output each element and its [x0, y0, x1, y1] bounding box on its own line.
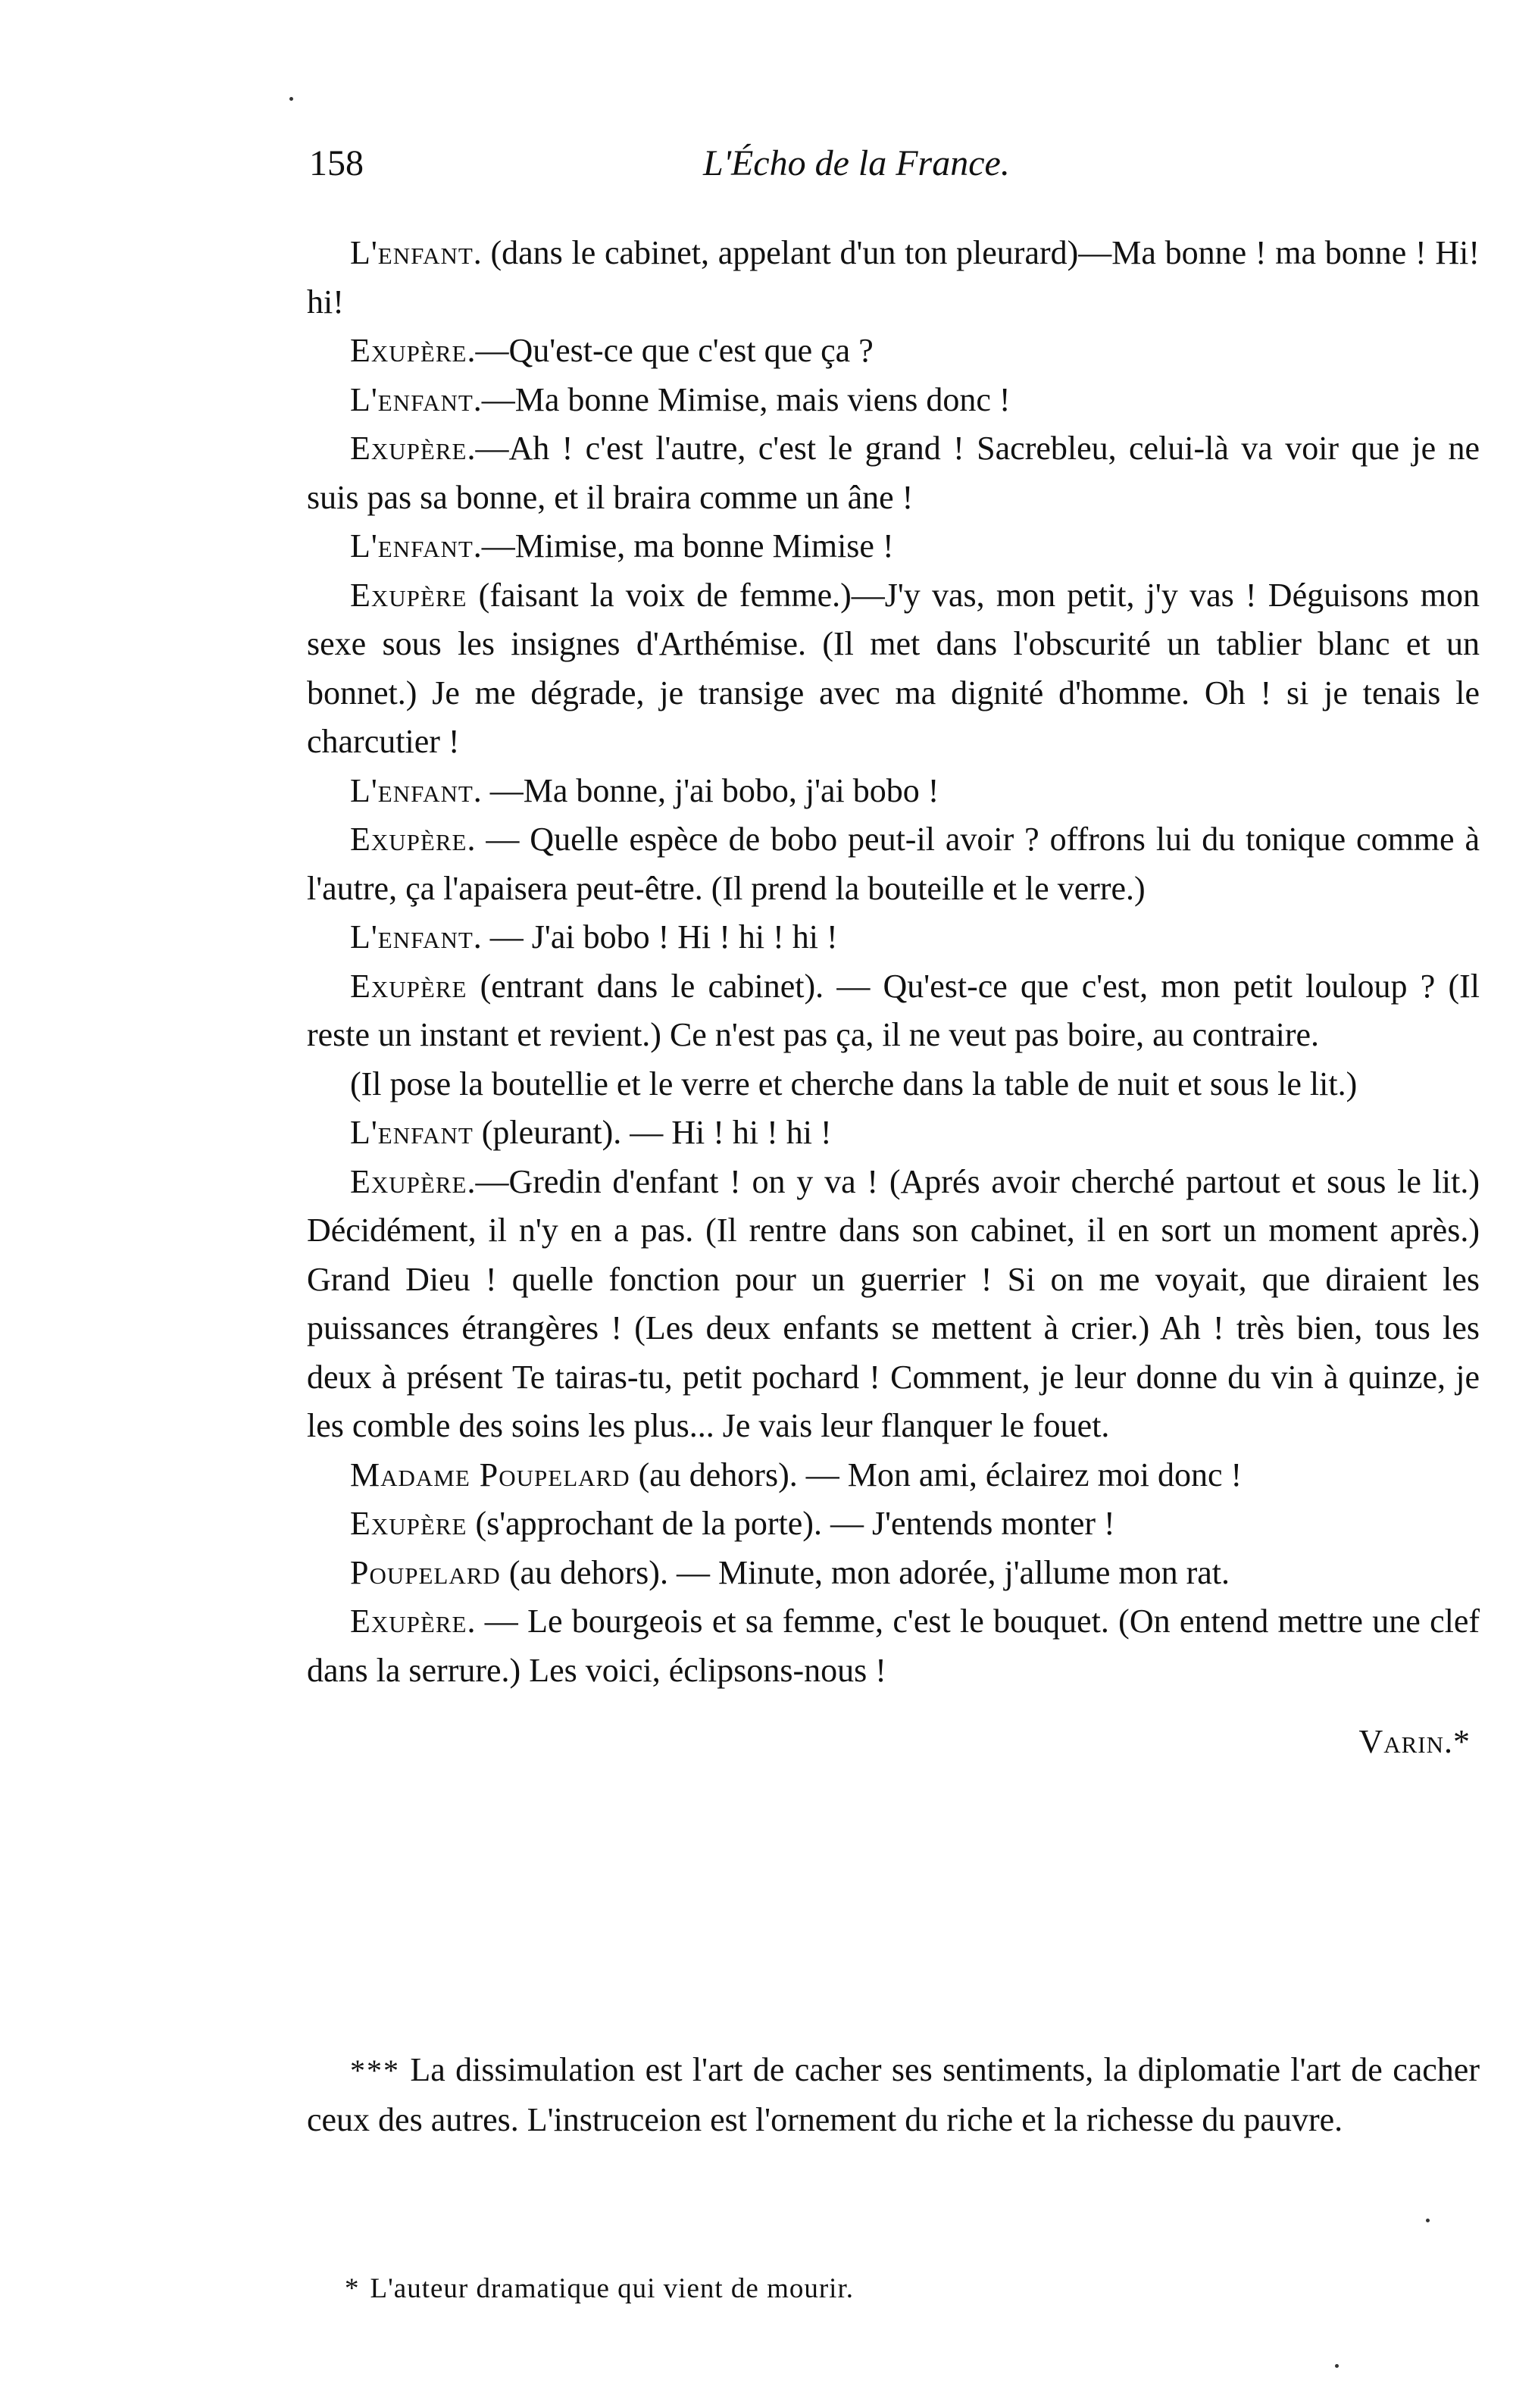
dialogue-line — [307, 1549, 1480, 1598]
dialogue-line — [307, 767, 1480, 816]
print-speck — [289, 97, 293, 101]
speaker-name: Exupère — [350, 967, 467, 1005]
dialogue-line — [307, 1109, 1480, 1158]
speaker-name: L'enfant — [350, 771, 474, 809]
dialogue-line — [307, 229, 1480, 327]
speaker-name: L'enfant — [350, 918, 474, 955]
line-text: (au dehors). — Mon ami, éclairez moi donc ! — [630, 1456, 1243, 1493]
line-text: .—Mimise, ma bonne Mimise ! — [473, 527, 894, 564]
maxim-text — [307, 2046, 1480, 2144]
dialogue-line — [307, 1597, 1480, 1695]
dialogue-line — [307, 1158, 1480, 1451]
line-text: .—Ah ! c'est l'autre, c'est le grand ! Sacrebleu, celui-là va voir que je ne suis pas sa bonne, et il braira comme un âne ! — [307, 430, 1480, 516]
page-number: 158 — [309, 143, 364, 183]
dialogue-line — [307, 424, 1480, 522]
dialogue-line — [307, 1451, 1480, 1500]
line-text: (faisant la voix de femme.)—J'y vas, mon petit, j'y vas ! Déguisons mon sexe sous les insignes d'Arthémise. (Il met dans l'obscurité un tablier blanc et un bonnet.) Je me dégrade, je transige avec ma dignité d'homme. Oh ! si je tenais le charcutier ! — [307, 576, 1480, 760]
line-text: . (dans le cabinet, appelant d'un ton pleurard)—Ma bonne ! ma bonne ! Hi! hi! — [307, 234, 1480, 321]
speaker-name: L'enfant — [350, 527, 474, 564]
speaker-name: L'enfant — [350, 380, 474, 418]
speaker-name: Exupère — [350, 430, 467, 467]
line-text: (entrant dans le cabinet). — Qu'est-ce que c'est, mon petit louloup ? (Il reste un instant et revient.) Ce n'est pas ça, il ne veut pas boire, au contraire. — [307, 967, 1480, 1053]
speaker-name: Exupère — [350, 1603, 467, 1640]
dialogue-line — [307, 815, 1480, 913]
dialogue-text — [307, 229, 1480, 1767]
asterism: *** — [350, 2053, 400, 2087]
page-header — [309, 142, 1097, 195]
maxim-block — [307, 2046, 1480, 2144]
line-text: . — Le bourgeois et sa femme, c'est le bouquet. (On entend mettre une clef dans la serrure.) Les voici, éclipsons-nous ! — [307, 1603, 1480, 1689]
dialogue-line — [307, 1500, 1480, 1549]
footnote — [345, 2270, 1330, 2308]
speaker-name: Exupère — [350, 821, 467, 858]
dialogue-line — [307, 571, 1480, 767]
maxim-body: La dissimulation est l'art de cacher ses sentiments, la diplomatie l'art de cacher ceux des autres. L'instruceion est l'ornement du riche et la richesse du pauvre. — [307, 2051, 1480, 2138]
line-text: (Il pose la boutellie et le verre et cherche dans la table de nuit et sous le lit.) — [350, 1065, 1358, 1102]
print-speck — [1335, 2364, 1339, 2368]
dialogue-line — [307, 913, 1480, 962]
speaker-name: Exupère — [350, 576, 467, 614]
line-text: .—Ma bonne Mimise, mais viens donc ! — [473, 380, 1011, 418]
line-text: .—Gredin d'enfant ! on y va ! (Aprés avoir cherché partout et sous le lit.) Décidément, il n'y en a pas. (Il rentre dans son cabinet, il en sort un moment après.) Grand Dieu ! quelle fonction pour un guerrier ! Si on me voyait, que diraient les puissances étrangères ! (Les deux enfants se mettent à crier.) Ah ! très bien, tous les deux à présent Te tairas-tu, petit pochard ! Comment, je leur donne du vin à quinze, je les comble des soins les plus... Je vais leur flanquer le fouet. — [307, 1162, 1480, 1444]
line-text: .—Qu'est-ce que c'est que ça ? — [467, 332, 874, 369]
speaker-name: L'enfant — [350, 1114, 474, 1151]
dialogue-line — [307, 327, 1480, 376]
line-text: (pleurant). — Hi ! hi ! hi ! — [473, 1114, 832, 1151]
author-signature: Varin.* — [1358, 1723, 1471, 1760]
footnote-text: L'auteur dramatique qui vient de mourir. — [370, 2273, 854, 2304]
dialogue-line — [307, 522, 1480, 571]
speaker-name: Exupère — [350, 1505, 467, 1542]
line-text: . —Ma bonne, j'ai bobo, j'ai bobo ! — [473, 771, 939, 809]
line-text: (s'approchant de la porte). — J'entends monter ! — [467, 1505, 1115, 1542]
speaker-name: L'enfant — [350, 234, 474, 271]
line-text: . — J'ai bobo ! Hi ! hi ! hi ! — [473, 918, 838, 955]
line-text: . — Quelle espèce de bobo peut-il avoir ? offrons lui du tonique comme à l'autre, ça l'apaisera peut-être. (Il prend la bouteille et le verre.) — [307, 821, 1480, 907]
stage-direction — [307, 1060, 1480, 1109]
line-text: (au dehors). — Minute, mon adorée, j'allume mon rat. — [500, 1553, 1230, 1591]
dialogue-line — [307, 376, 1480, 425]
running-title: L'Écho de la France. — [703, 143, 1010, 183]
speaker-name: Exupère — [350, 1162, 467, 1200]
dialogue-line — [307, 962, 1480, 1060]
speaker-name: Madame Poupelard — [350, 1456, 630, 1493]
footnote-mark: * — [345, 2273, 360, 2304]
speaker-name: Poupelard — [350, 1553, 501, 1591]
speaker-name: Exupère — [350, 332, 467, 369]
print-speck — [1426, 2219, 1430, 2222]
